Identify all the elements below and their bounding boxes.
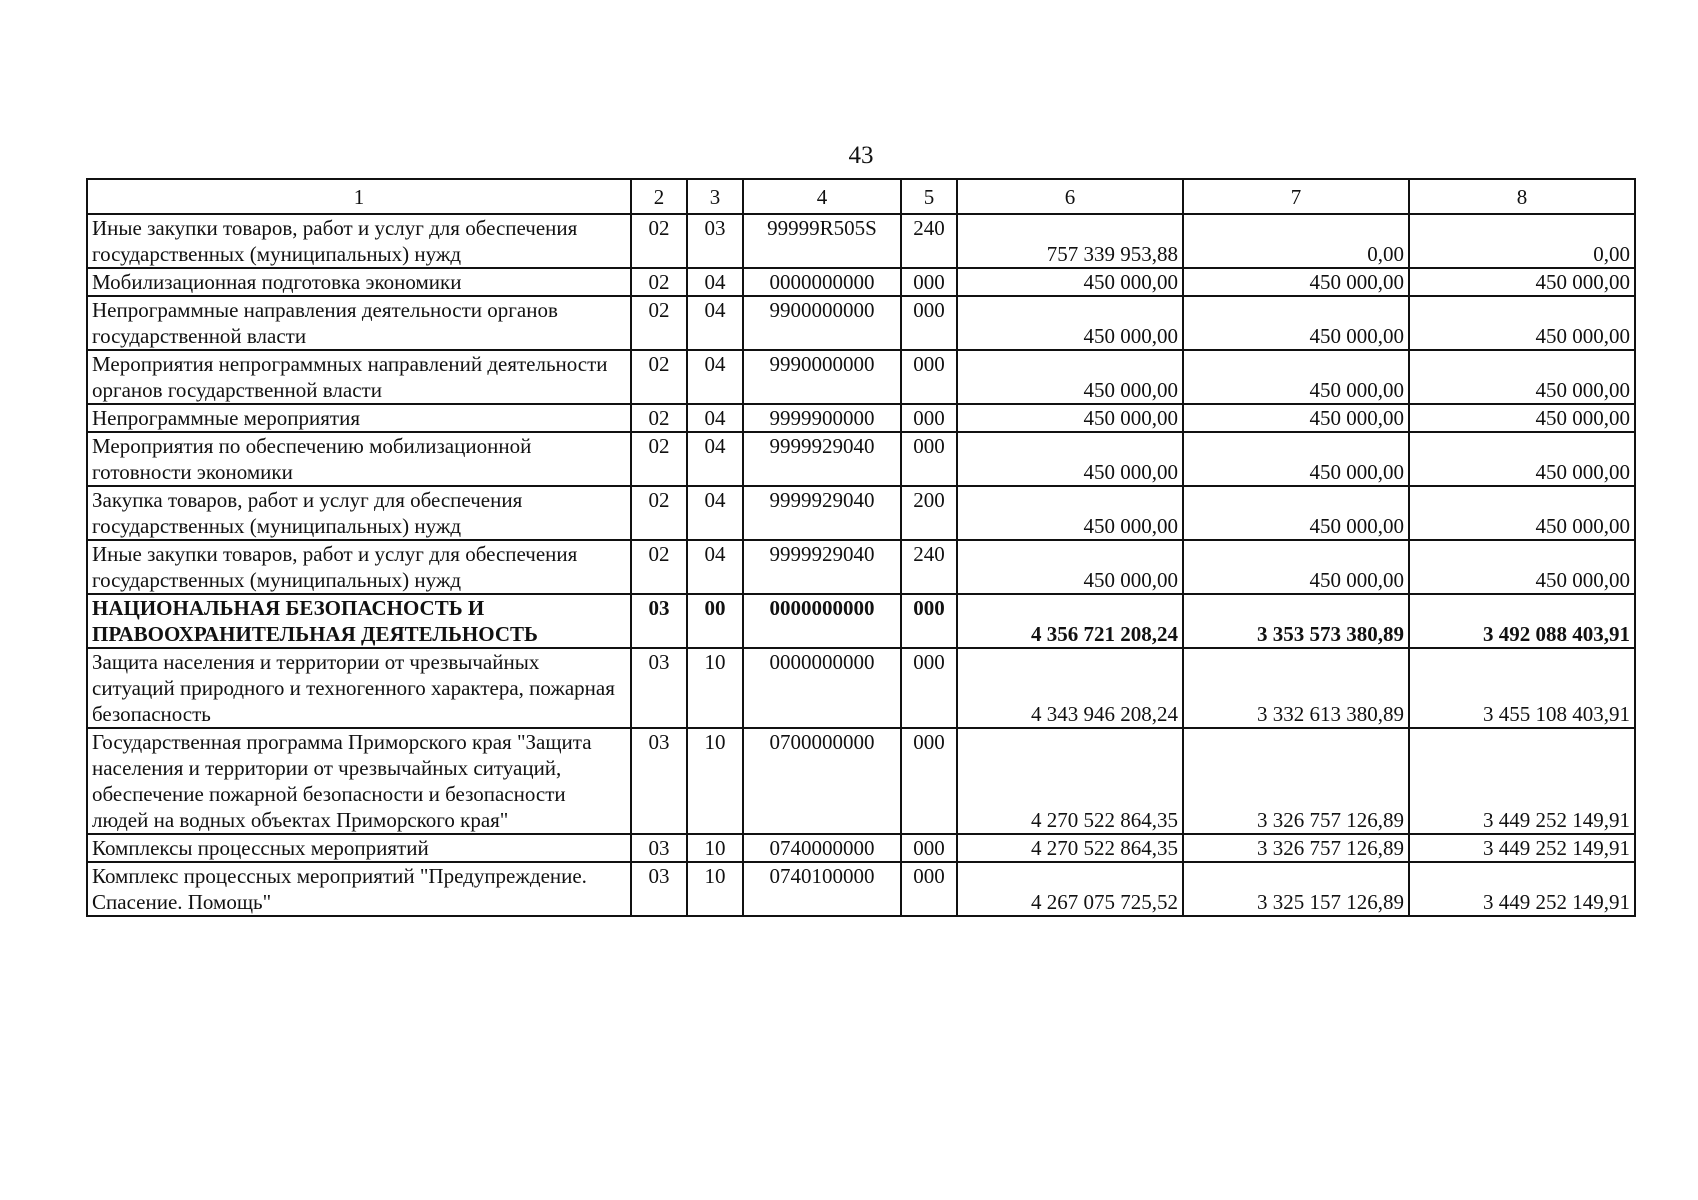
row-expense-type-code: 000 bbox=[901, 432, 957, 486]
row-amount-col6: 4 270 522 864,35 bbox=[957, 834, 1183, 862]
row-subsection-code: 04 bbox=[687, 486, 743, 540]
row-amount-col7: 450 000,00 bbox=[1183, 486, 1409, 540]
row-section-code: 03 bbox=[631, 862, 687, 916]
table-row bbox=[87, 728, 1635, 834]
row-section-code: 02 bbox=[631, 268, 687, 296]
row-name: Мобилизационная подготовка экономики bbox=[87, 268, 631, 296]
row-amount-col6: 450 000,00 bbox=[957, 540, 1183, 594]
row-amount-col8: 0,00 bbox=[1409, 214, 1635, 268]
row-expense-type-code: 000 bbox=[901, 648, 957, 728]
row-amount-col7: 3 325 157 126,89 bbox=[1183, 862, 1409, 916]
budget-table bbox=[86, 178, 1636, 917]
row-amount-col8: 3 492 088 403,91 bbox=[1409, 594, 1635, 648]
row-name: Иные закупки товаров, работ и услуг для обеспечения государственных (муниципальных) нужд bbox=[87, 540, 631, 594]
row-amount-col8: 450 000,00 bbox=[1409, 296, 1635, 350]
table-row bbox=[87, 540, 1635, 594]
row-amount-col7: 450 000,00 bbox=[1183, 296, 1409, 350]
row-expense-type-code: 000 bbox=[901, 268, 957, 296]
column-header-4: 4 bbox=[743, 179, 901, 214]
row-amount-col7: 3 353 573 380,89 bbox=[1183, 594, 1409, 648]
row-section-code: 03 bbox=[631, 834, 687, 862]
row-subsection-code: 10 bbox=[687, 862, 743, 916]
row-target-code: 0000000000 bbox=[743, 648, 901, 728]
row-target-code: 9999929040 bbox=[743, 432, 901, 486]
row-amount-col6: 757 339 953,88 bbox=[957, 214, 1183, 268]
row-section-code: 02 bbox=[631, 404, 687, 432]
row-amount-col8: 450 000,00 bbox=[1409, 268, 1635, 296]
row-amount-col7: 450 000,00 bbox=[1183, 432, 1409, 486]
row-name: Защита населения и территории от чрезвычайных ситуаций природного и техногенного характера, пожарная безопасность bbox=[87, 648, 631, 728]
row-subsection-code: 04 bbox=[687, 296, 743, 350]
row-section-code: 03 bbox=[631, 728, 687, 834]
table-row bbox=[87, 486, 1635, 540]
row-expense-type-code: 000 bbox=[901, 728, 957, 834]
row-name: Комплексы процессных мероприятий bbox=[87, 834, 631, 862]
row-section-code: 02 bbox=[631, 432, 687, 486]
row-amount-col7: 0,00 bbox=[1183, 214, 1409, 268]
row-expense-type-code: 000 bbox=[901, 834, 957, 862]
row-name: Закупка товаров, работ и услуг для обеспечения государственных (муниципальных) нужд bbox=[87, 486, 631, 540]
row-amount-col8: 450 000,00 bbox=[1409, 404, 1635, 432]
row-expense-type-code: 000 bbox=[901, 594, 957, 648]
table-body bbox=[87, 179, 1635, 916]
table-row bbox=[87, 404, 1635, 432]
row-amount-col6: 4 270 522 864,35 bbox=[957, 728, 1183, 834]
column-header-6: 6 bbox=[957, 179, 1183, 214]
column-header-3: 3 bbox=[687, 179, 743, 214]
row-amount-col8: 450 000,00 bbox=[1409, 540, 1635, 594]
row-subsection-code: 00 bbox=[687, 594, 743, 648]
column-header-1: 1 bbox=[87, 179, 631, 214]
row-name: Мероприятия непрограммных направлений деятельности органов государственной власти bbox=[87, 350, 631, 404]
row-section-code: 02 bbox=[631, 296, 687, 350]
row-amount-col8: 3 449 252 149,91 bbox=[1409, 834, 1635, 862]
table-row bbox=[87, 648, 1635, 728]
row-subsection-code: 04 bbox=[687, 350, 743, 404]
row-target-code: 9990000000 bbox=[743, 350, 901, 404]
row-target-code: 9999929040 bbox=[743, 486, 901, 540]
row-amount-col7: 3 332 613 380,89 bbox=[1183, 648, 1409, 728]
row-target-code: 99999R505S bbox=[743, 214, 901, 268]
row-section-code: 02 bbox=[631, 486, 687, 540]
table-row bbox=[87, 268, 1635, 296]
row-expense-type-code: 240 bbox=[901, 214, 957, 268]
row-target-code: 0740100000 bbox=[743, 862, 901, 916]
row-amount-col6: 450 000,00 bbox=[957, 296, 1183, 350]
row-name: Непрограммные направления деятельности органов государственной власти bbox=[87, 296, 631, 350]
row-name: Иные закупки товаров, работ и услуг для обеспечения государственных (муниципальных) нужд bbox=[87, 214, 631, 268]
row-amount-col6: 450 000,00 bbox=[957, 486, 1183, 540]
row-amount-col8: 450 000,00 bbox=[1409, 486, 1635, 540]
table-row bbox=[87, 296, 1635, 350]
row-section-code: 02 bbox=[631, 214, 687, 268]
row-expense-type-code: 240 bbox=[901, 540, 957, 594]
page-number: 43 bbox=[848, 142, 874, 169]
row-amount-col8: 3 449 252 149,91 bbox=[1409, 862, 1635, 916]
row-target-code: 9999900000 bbox=[743, 404, 901, 432]
row-amount-col8: 3 449 252 149,91 bbox=[1409, 728, 1635, 834]
row-amount-col6: 450 000,00 bbox=[957, 432, 1183, 486]
table-row bbox=[87, 862, 1635, 916]
row-subsection-code: 04 bbox=[687, 432, 743, 486]
row-subsection-code: 04 bbox=[687, 540, 743, 594]
row-target-code: 0000000000 bbox=[743, 268, 901, 296]
row-subsection-code: 10 bbox=[687, 728, 743, 834]
row-name: Мероприятия по обеспечению мобилизационной готовности экономики bbox=[87, 432, 631, 486]
row-amount-col7: 450 000,00 bbox=[1183, 268, 1409, 296]
row-amount-col6: 450 000,00 bbox=[957, 350, 1183, 404]
table-row bbox=[87, 594, 1635, 648]
row-name: Комплекс процессных мероприятий "Предупреждение. Спасение. Помощь" bbox=[87, 862, 631, 916]
column-header-5: 5 bbox=[901, 179, 957, 214]
row-amount-col8: 450 000,00 bbox=[1409, 350, 1635, 404]
column-header-2: 2 bbox=[631, 179, 687, 214]
column-header-8: 8 bbox=[1409, 179, 1635, 214]
row-amount-col7: 450 000,00 bbox=[1183, 350, 1409, 404]
row-section-code: 02 bbox=[631, 350, 687, 404]
row-target-code: 0000000000 bbox=[743, 594, 901, 648]
row-amount-col8: 3 455 108 403,91 bbox=[1409, 648, 1635, 728]
row-target-code: 9900000000 bbox=[743, 296, 901, 350]
row-section-code: 02 bbox=[631, 540, 687, 594]
row-amount-col8: 450 000,00 bbox=[1409, 432, 1635, 486]
row-name: Государственная программа Приморского края "Защита населения и территории от чрезвычайных ситуаций, обеспечение пожарной безопасности и безопасности людей на водных объектах Приморского края" bbox=[87, 728, 631, 834]
row-subsection-code: 10 bbox=[687, 834, 743, 862]
column-header-7: 7 bbox=[1183, 179, 1409, 214]
row-amount-col6: 4 267 075 725,52 bbox=[957, 862, 1183, 916]
row-amount-col6: 4 356 721 208,24 bbox=[957, 594, 1183, 648]
row-expense-type-code: 000 bbox=[901, 296, 957, 350]
row-section-code: 03 bbox=[631, 648, 687, 728]
row-amount-col6: 450 000,00 bbox=[957, 268, 1183, 296]
row-name: Непрограммные мероприятия bbox=[87, 404, 631, 432]
row-expense-type-code: 000 bbox=[901, 404, 957, 432]
table-row bbox=[87, 214, 1635, 268]
row-expense-type-code: 000 bbox=[901, 350, 957, 404]
row-amount-col7: 3 326 757 126,89 bbox=[1183, 728, 1409, 834]
table-row bbox=[87, 834, 1635, 862]
row-section-code: 03 bbox=[631, 594, 687, 648]
row-subsection-code: 04 bbox=[687, 404, 743, 432]
row-subsection-code: 10 bbox=[687, 648, 743, 728]
row-subsection-code: 04 bbox=[687, 268, 743, 296]
row-name: НАЦИОНАЛЬНАЯ БЕЗОПАСНОСТЬ И ПРАВООХРАНИТЕЛЬНАЯ ДЕЯТЕЛЬНОСТЬ bbox=[87, 594, 631, 648]
row-expense-type-code: 000 bbox=[901, 862, 957, 916]
row-amount-col6: 450 000,00 bbox=[957, 404, 1183, 432]
row-subsection-code: 03 bbox=[687, 214, 743, 268]
row-amount-col7: 450 000,00 bbox=[1183, 404, 1409, 432]
row-amount-col6: 4 343 946 208,24 bbox=[957, 648, 1183, 728]
row-target-code: 9999929040 bbox=[743, 540, 901, 594]
row-amount-col7: 450 000,00 bbox=[1183, 540, 1409, 594]
row-amount-col7: 3 326 757 126,89 bbox=[1183, 834, 1409, 862]
header-row bbox=[87, 179, 1635, 214]
table-row bbox=[87, 350, 1635, 404]
row-target-code: 0740000000 bbox=[743, 834, 901, 862]
row-target-code: 0700000000 bbox=[743, 728, 901, 834]
row-expense-type-code: 200 bbox=[901, 486, 957, 540]
table-row bbox=[87, 432, 1635, 486]
